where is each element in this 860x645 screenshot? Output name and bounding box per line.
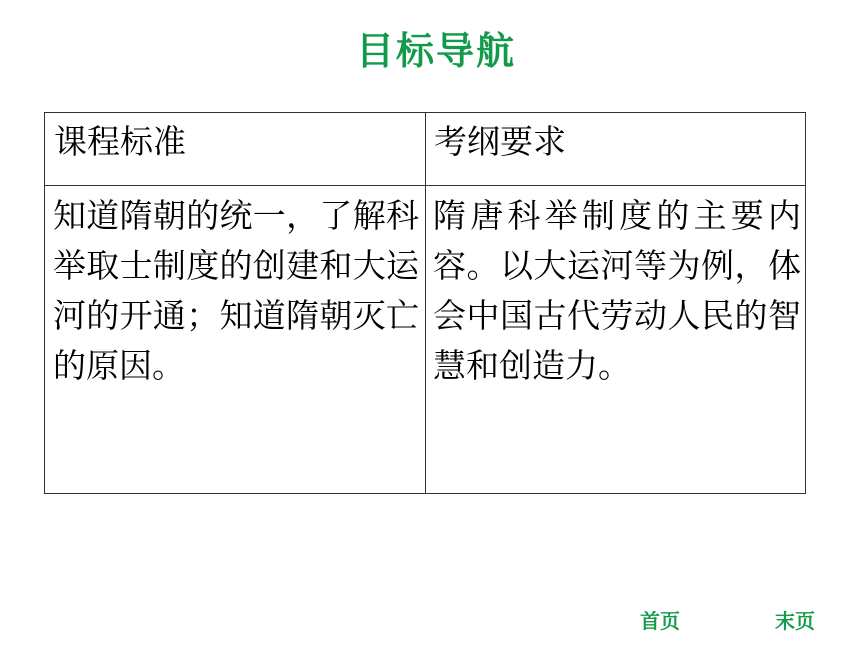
- table-column-divider: [425, 113, 426, 493]
- page-title: 目标导航: [355, 29, 516, 73]
- table-row-divider: [45, 185, 805, 186]
- first-page-link[interactable]: 首页: [640, 609, 680, 633]
- standards-table: [44, 112, 806, 494]
- header-exam-requirement: 考纲要求: [434, 122, 566, 161]
- last-page-link[interactable]: 末页: [775, 609, 815, 633]
- header-course-standard: 课程标准: [54, 122, 186, 161]
- cell-exam-requirement: 隋唐科举制度的主要内容。以大运河等为例，体会中国古代劳动人民的智慧和创造力。: [433, 196, 801, 385]
- cell-course-standard: 知道隋朝的统一，了解科举取士制度的创建和大运河的开通；知道隋朝灭亡的原因。: [53, 196, 419, 385]
